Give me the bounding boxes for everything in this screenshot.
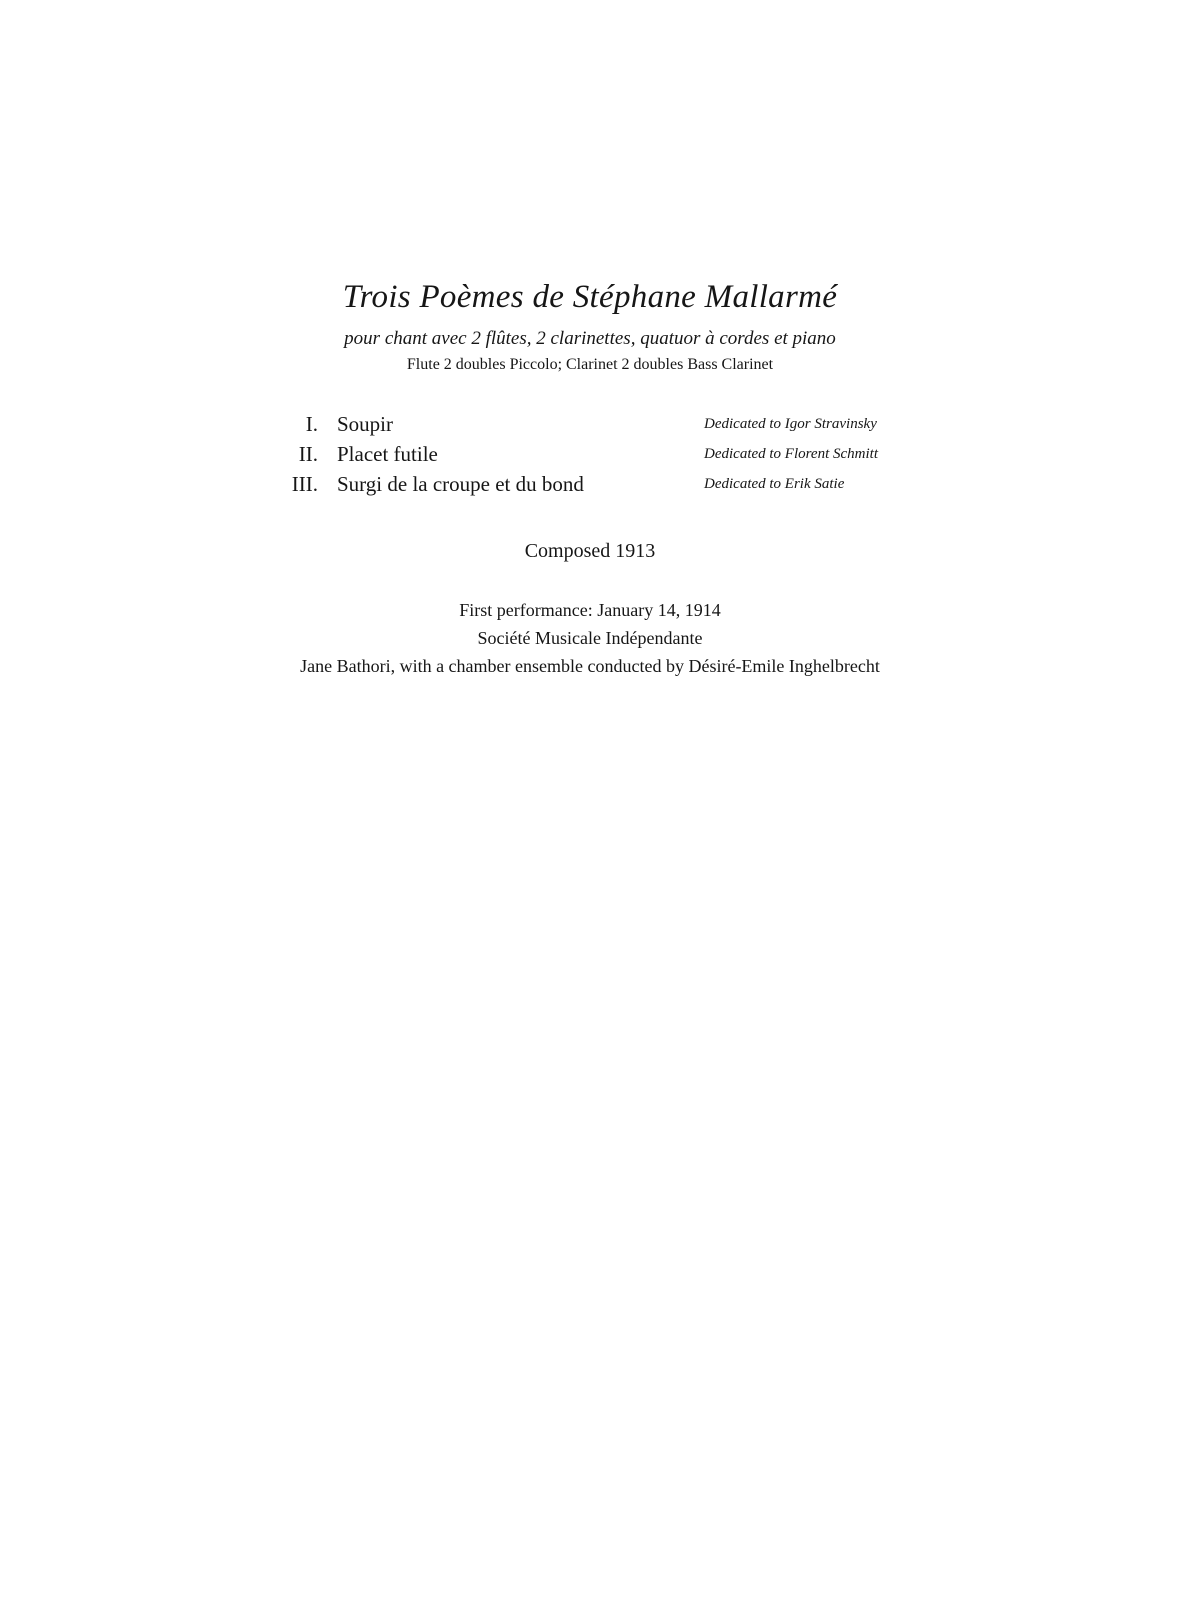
work-title: Trois Poèmes de Stéphane Mallarmé (342, 279, 838, 315)
movements-list (291, 412, 920, 502)
movement-row (300, 412, 920, 442)
composition-date: Composed 1913 (524, 540, 656, 562)
movement-row (291, 472, 920, 502)
instrumentation-note: Flute 2 doubles Piccolo; Clarinet 2 doubles Bass Clarinet (406, 356, 774, 373)
first-performance-block (0, 596, 1180, 680)
movement-title: Soupir (337, 412, 394, 436)
movement-title: Placet futile (337, 442, 438, 466)
movement-numeral: II. (298, 442, 318, 466)
movement-numeral: I. (305, 412, 318, 436)
movement-dedication: Dedicated to Igor Stravinsky (704, 416, 877, 432)
movement-row (300, 442, 920, 472)
work-subtitle: pour chant avec 2 flûtes, 2 clarinettes, quatuor à cordes et piano (344, 328, 836, 349)
movement-dedication: Dedicated to Florent Schmitt (704, 446, 878, 462)
performance-performers: Jane Bathori, with a chamber ensemble conducted by Désiré-Emile Inghelbrecht (300, 656, 880, 676)
movement-numeral: III. (291, 472, 318, 496)
performance-venue: Société Musicale Indépendante (477, 628, 703, 648)
performance-date: First performance: January 14, 1914 (459, 600, 721, 620)
movement-dedication: Dedicated to Erik Satie (704, 476, 845, 492)
movement-title: Surgi de la croupe et du bond (337, 472, 584, 496)
